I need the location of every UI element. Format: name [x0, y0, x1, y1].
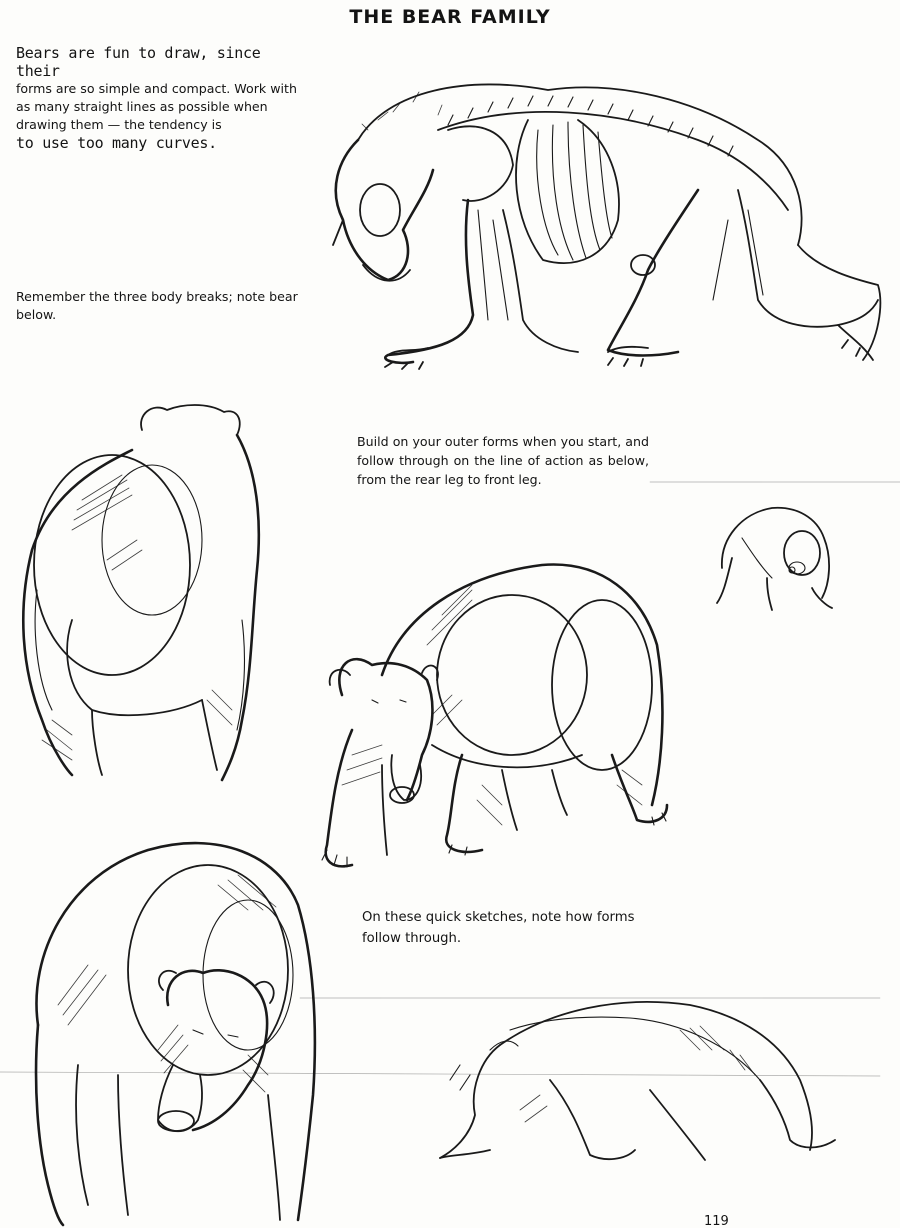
intro-tail-line: to use too many curves.	[16, 134, 217, 152]
intro-lead-line: Bears are fun to draw, since their	[16, 44, 261, 80]
page-title: THE BEAR FAMILY	[349, 6, 551, 28]
intro-body: forms are so simple and compact. Work with as many straight lines as possible when drawing them — the tendency is	[16, 81, 297, 132]
quick-sketches-note: On these quick sketches, note how forms follow through.	[362, 910, 635, 946]
page-number: 119	[704, 1214, 729, 1229]
line-of-action-note: Build on your outer forms when you start, and follow through on the line of action as below, from the rear leg to front leg.	[357, 434, 649, 487]
body-breaks-note: Remember the three body breaks; note bear below.	[16, 289, 298, 322]
